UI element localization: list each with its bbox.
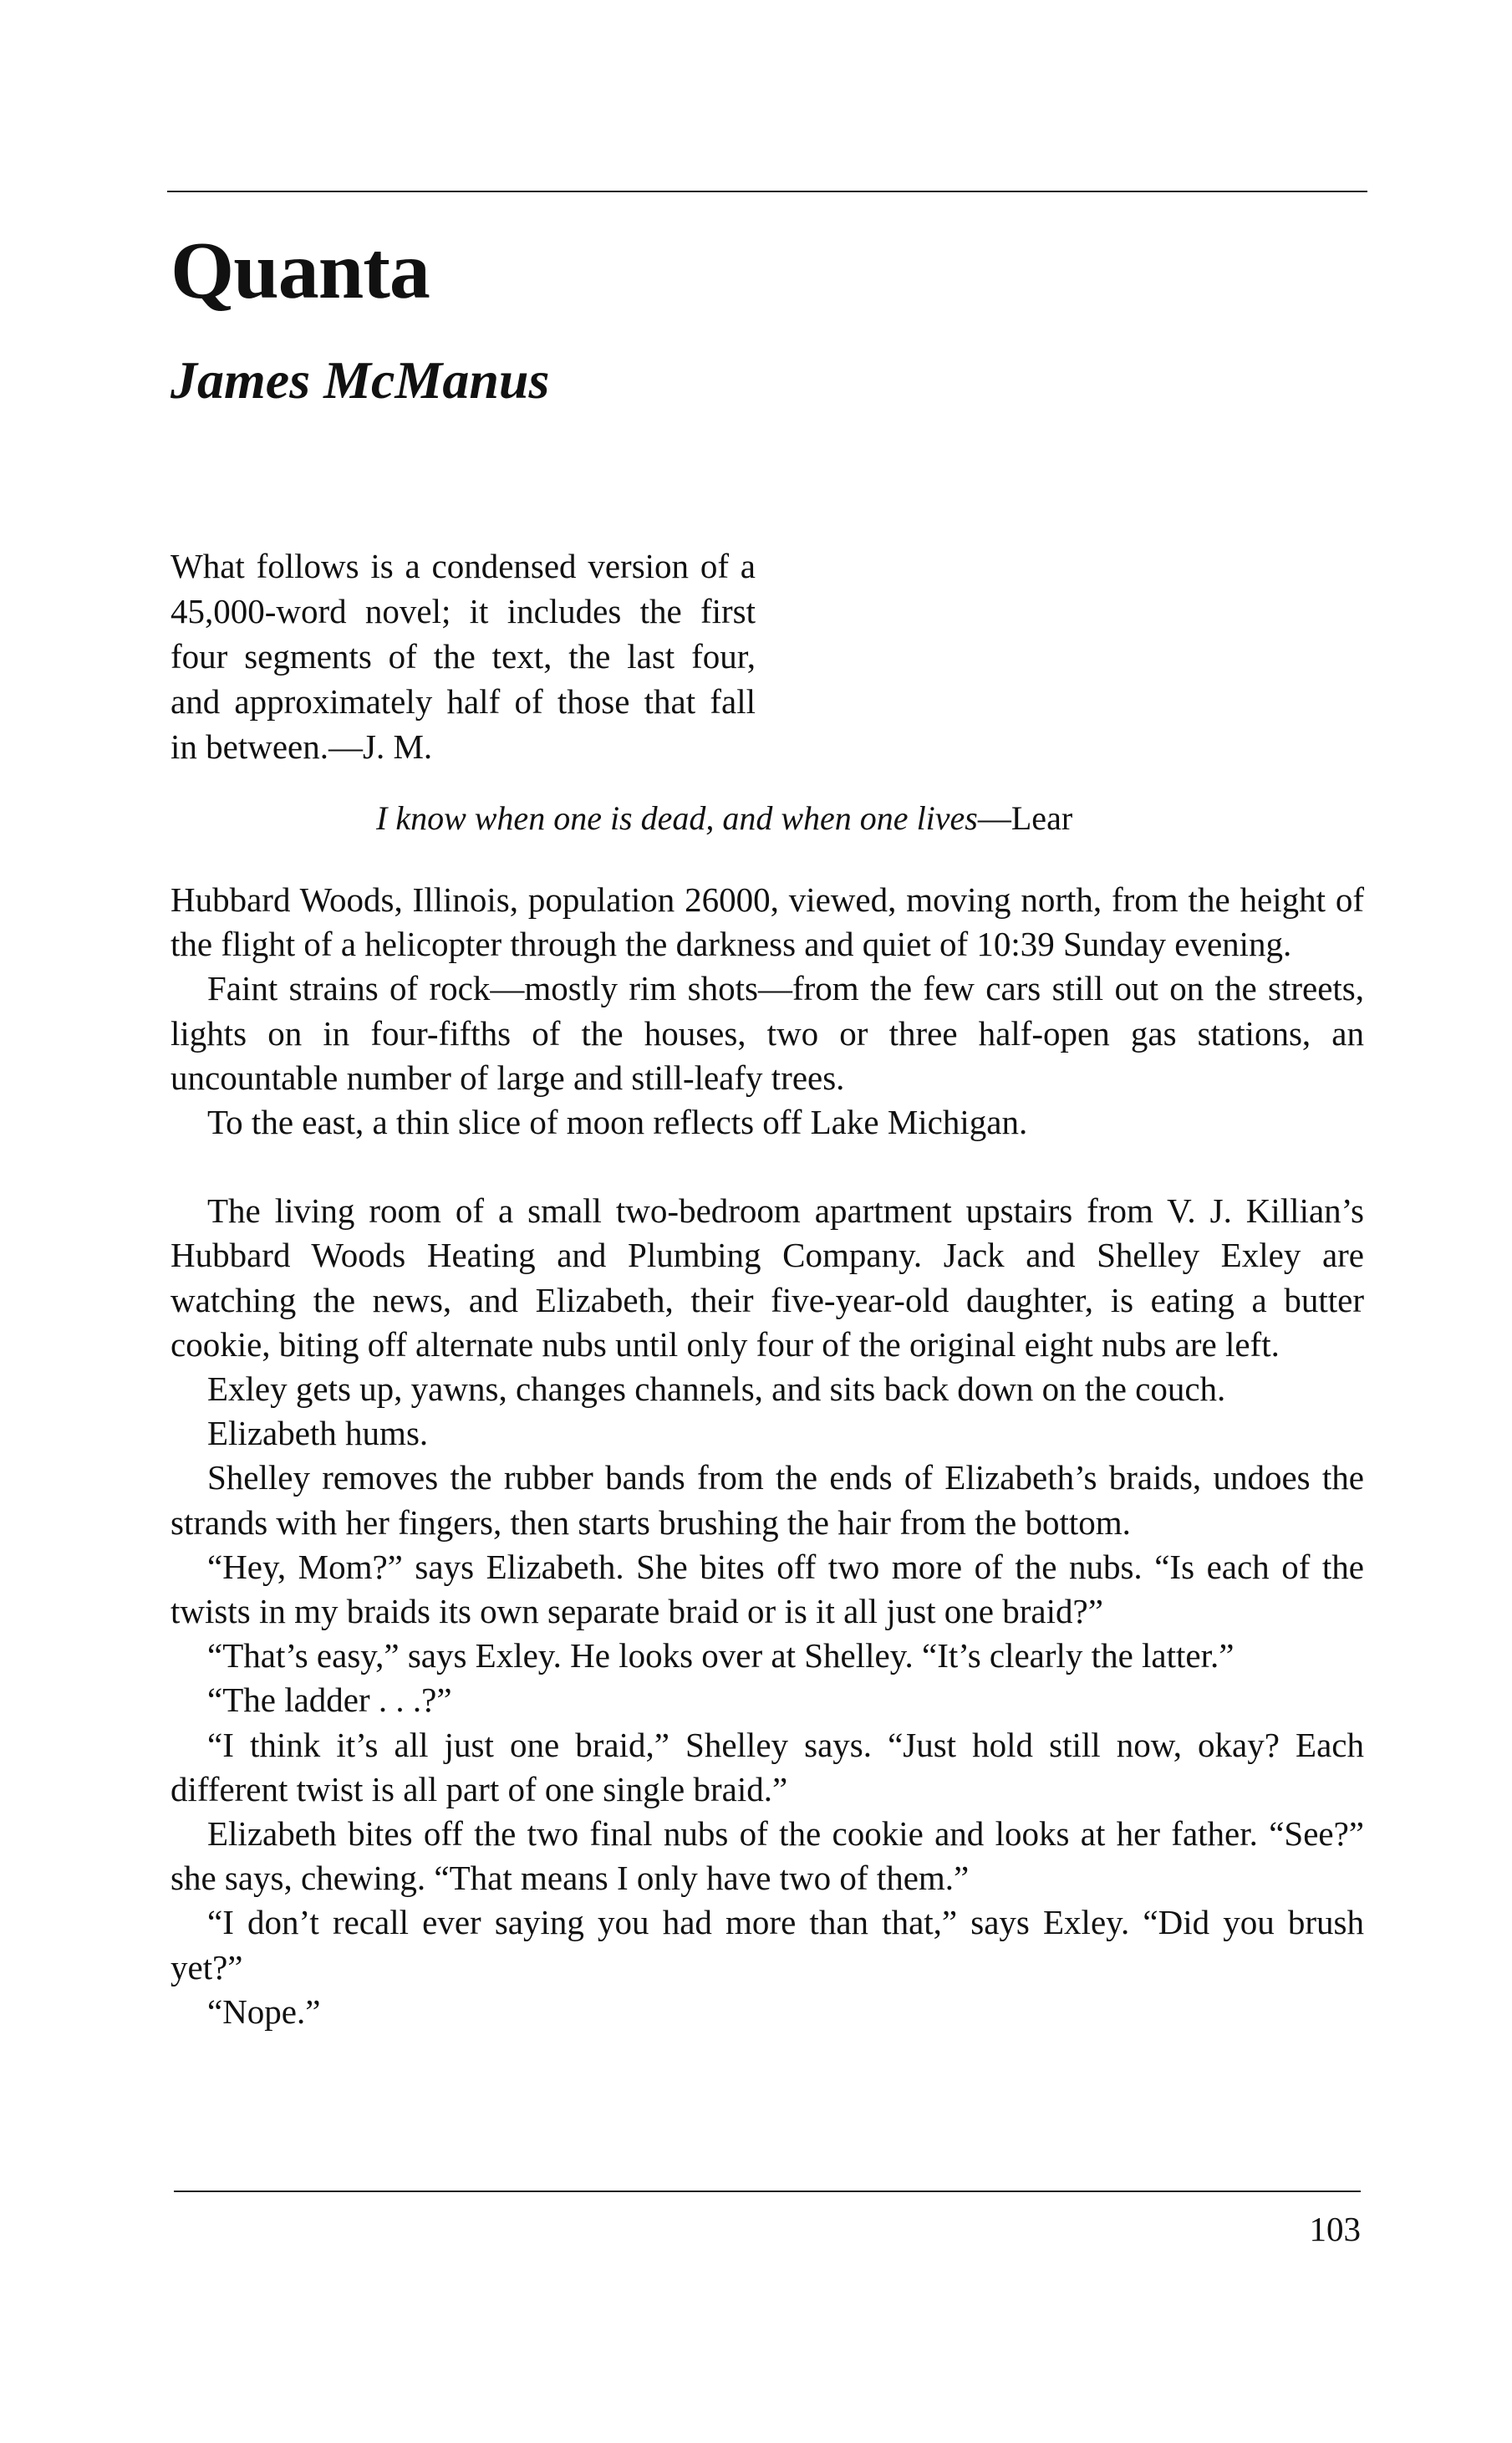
paragraph: Faint strains of rock—mostly rim shots—from the few cars still out on the streets, lights on in four-fifths of the houses, two or three half-open gas stations, an uncountable number of large and still-leafy trees. <box>171 969 1364 1097</box>
author-note <box>171 543 756 769</box>
paragraph: “That’s easy,” says Exley. He looks over at Shelley. “It’s clearly the latter.” <box>207 1636 1235 1675</box>
page-number: 103 <box>1309 2210 1361 2248</box>
story-title: Quanta <box>171 226 430 316</box>
paragraph: Hubbard Woods, Illinois, population 26000, viewed, moving north, from the height of the flight of a helicopter through the darkness and quiet of 10:39 Sunday evening. <box>171 880 1364 964</box>
paragraph: “Hey, Mom?” says Elizabeth. She bites off two more of the nubs. “Is each of the twists in my braids its own separate braid or is it all just one braid?” <box>171 1547 1364 1631</box>
paragraph: “I think it’s all just one braid,” Shelley says. “Just hold still now, okay? Each different twist is all part of one single braid.” <box>171 1725 1364 1808</box>
epigraph-quote: I know when one is dead, and when one lives <box>376 799 978 837</box>
paragraph: Elizabeth bites off the two final nubs of the cookie and looks at her father. “See?” she says, chewing. “That means I only have two of them.” <box>171 1814 1364 1898</box>
paragraph: “Nope.” <box>207 1992 321 2031</box>
bottom-rule <box>174 2191 1361 2192</box>
paragraph: The living room of a small two-bedroom apartment upstairs from V. J. Killian’s Hubbard Woods Heating and Plumbing Company. Jack and Shelley Exley are watching the news, and Elizabeth, their five-year-old daughter, is eating a butter cookie, biting off alternate nubs until only four of the original eight nubs are left. <box>171 1191 1364 1364</box>
paragraph: “I don’t recall ever saying you had more than that,” says Exley. “Did you brush yet?” <box>171 1903 1364 1987</box>
author-name: James McManus <box>171 350 550 410</box>
epigraph-attribution: —Lear <box>977 799 1073 837</box>
author-note-text: What follows is a condensed version of a 45,000-word novel; it includes the first four segments of the text, the last four, and approximately half of those that fall in between.—J. M. <box>171 547 756 766</box>
story-body <box>171 878 1364 2034</box>
paragraph: “The ladder . . .?” <box>207 1681 452 1720</box>
paragraph: Exley gets up, yawns, changes channels, and sits back down on the couch. <box>207 1369 1226 1409</box>
paragraph: Elizabeth hums. <box>207 1414 429 1453</box>
top-rule <box>167 191 1367 192</box>
epigraph <box>376 796 1072 841</box>
paragraph: To the east, a thin slice of moon reflects off Lake Michigan. <box>207 1103 1028 1142</box>
paragraph: Shelley removes the rubber bands from the ends of Elizabeth’s braids, undoes the strands with her fingers, then starts brushing the hair from the bottom. <box>171 1458 1364 1542</box>
